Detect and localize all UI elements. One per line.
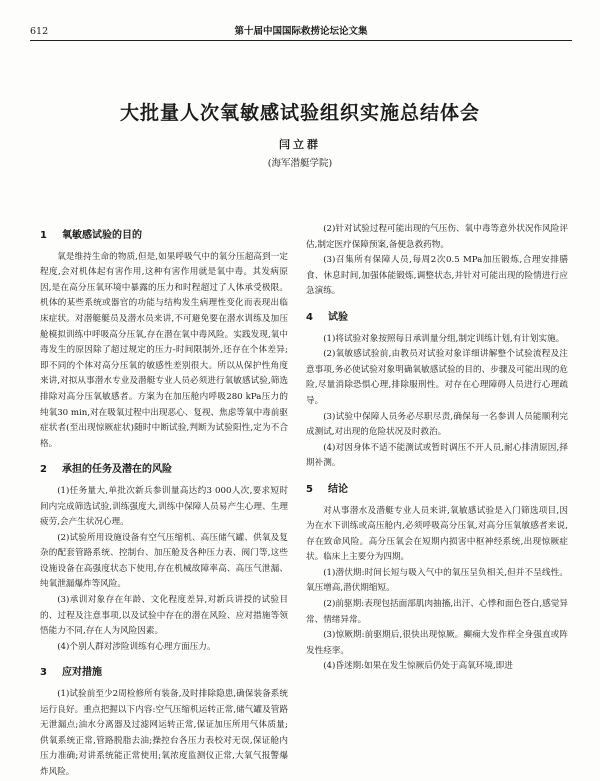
- paragraph: (1)任务量大,单批次新兵参训量高达约3 000人次,要求短时间内完成筛选试验,训练强度大,训练中保障人员易产生心理、生理疲劳,会产生状况心理。: [40, 485, 288, 528]
- right-column: [306, 222, 568, 675]
- article-affiliation: (海军潜艇学院): [267, 158, 333, 169]
- section-heading: 1 氧敏感试验的目的: [40, 230, 142, 241]
- paragraph: (2)前驱期:表现包括面部肌肉抽搐,出汗、心悸和面色苍白,感觉异常、情绪异常。: [306, 599, 568, 625]
- paragraph: (2)试验所用设施设备有空气压缩机、高压储气罐、供氧及复杂的配套管路系统、控制台、加压舱及各种压力表、阀门等,这些设施设备在高强度状态下使用,存在机械故障率高、高压气泄漏、纯氧泄漏爆炸等风险。: [40, 532, 288, 590]
- paragraph: (2)氧敏感试验前,由教员对试验对象详细讲解整个试验流程及注意事项,务必使试验对象明确氧敏感试验的目的、步骤及可能出现的危险,尽量消除恐惧心理,排除服刑性。对存在心理障碍人员进行心理疏导。: [306, 349, 568, 406]
- paragraph: (3)试验中保障人员务必尽职尽责,确保每一名参训人员能顺利完成测试,对出现的危险状况及时救治。: [306, 411, 568, 438]
- section-heading: 5 结论: [306, 483, 348, 495]
- running-header: [30, 26, 572, 41]
- journal-title: 第十届中国国际救捞论坛论文集: [234, 26, 368, 37]
- article-author: 闫立群: [279, 138, 321, 151]
- paragraph: (3)承训对象存在年龄、文化程度差异,对新兵讲授的试验目的、过程及注意事项,以及试验中存在的潜在风险、应对措施等领悟能力不同,存在人为风险因素。: [40, 595, 288, 637]
- paragraph: 氧是维持生命的物质,但是,如果呼吸气中的氧分压超高到一定程度,会对机体起有害作用,这种有害作用就是氧中毒。其发病原因,是在高分压氧环境中暴露的压力和时程超过了人体承受极限。机体的某些系统或器官的功能与结构发生病理性变化而表现出临床症状。对潜艇艇员及潜水员来讲,不可避免要在潜水训练及加压舱模拟训练中呼吸高分压氧,存在潜在氧中毒风险。实践发现,氧中毒发生的原因除了超过规定的压力-时间限制外,还存在个体差异;即不同的个体对高分压氧的敏感性差别很大。所以从保护性角度来讲,对拟从事潜水专业及潜艇专业人员必须进行氧敏感试验,筛选排除对高分压氧敏感者。方案为在加压舱内呼吸280 kPa压力的纯氧30 min,对在吸氧过程中出现恶心、复视、焦虑等氧中毒前驱症状者(至出现惊厥症状)随时中断试验,判断为试验阳性,定为不合格。: [40, 251, 288, 449]
- paragraph: 对从事潜水及潜艇专业人员来讲,氧敏感试验是入门筛选项目,因为在水下训练或高压舱内,必须呼吸高分压氧,对高分压氧敏感者来说,存在致命风险。高分压氧会在短期内损害中枢神经系统,出现惊厥症状。临床上主要分为四期。: [306, 505, 568, 563]
- left-column: [40, 228, 288, 781]
- page-number: 612: [30, 26, 49, 37]
- paragraph: (4)昏迷期:如果在发生惊厥后仍处于高氧环境,即进: [323, 661, 513, 672]
- paragraph: (1)试验前至少2周检修所有装备,及时排除隐患,确保装备系统运行良好。重点把握以下内容:空气压缩机运转正常,储气罐及管路无泄漏点;油水分离器及过滤网运转正常,保证加压所用气体质量;供氧系统正常,管路脱脂去油;操控台各压力表校对无误,保证舱内压力准确;对讲系统能正常使用;氧浓度监测仪正常,大氧气报警爆炸风险。: [40, 689, 288, 777]
- paragraph: (1)潜伏期:时间长短与吸入气中的氧压呈负相关,但并不呈线性。氧压增高,潜伏期缩短。: [306, 567, 568, 594]
- section-heading: 4 试验: [306, 311, 348, 323]
- paragraph: (3)召集所有保障人员,每周2次0.5 MPa加压锻炼,合理安排膳食、休息时间,加强体能锻炼,调整状态,并针对可能出现的险情进行应急演练。: [306, 255, 568, 297]
- paragraph: (4)对因身体不适不能测试或暂时调压不开人员,耐心排清原因,择期补测。: [306, 442, 568, 469]
- paragraph: (4)个别人群对涉险训练有心理方面压力。: [57, 641, 216, 652]
- paragraph: (3)惊厥期:前驱期后,很快出现惊厥。癫痫大发作样全身强直或阵发性痉挛。: [306, 630, 568, 656]
- section-heading: 3 应对措施: [40, 667, 102, 679]
- paragraph: (1)将试验对象按照每日承训量分组,制定训练计划,有计划实施。: [323, 333, 565, 344]
- section-heading: 2 承担的任务及潜在的风险: [40, 464, 172, 476]
- article-title: 大批量人次氧敏感试验组织实施总结体会: [119, 102, 480, 124]
- paragraph: (2)针对试验过程可能出现的气压伤、氧中毒等意外状况作风险评估,制定医疗保障预案,备便急救药物。: [306, 224, 568, 250]
